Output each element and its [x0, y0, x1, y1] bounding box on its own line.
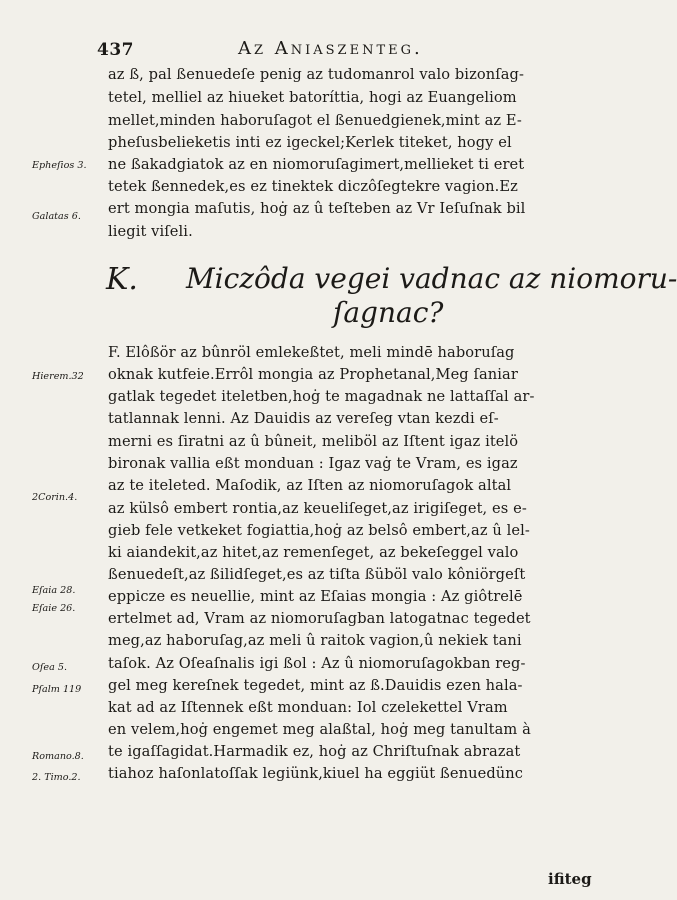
margin-reference: 2. Timo.2. [32, 772, 81, 783]
text-line: tatlannak lenni. Az Dauidis az vereſeg vtan kezdi eſ- [108, 410, 499, 427]
margin-reference: Oſea 5. [32, 662, 68, 673]
text-line: en velem,hoġ engemet meg alaßtal, hoġ meg tanultam à [108, 721, 531, 738]
text-line: oknak kutfeie.Errôl mongia az Prophetanal,Meg ſaniar [108, 366, 518, 383]
text-line: F. Elôßör az bûnröl emlekeßtet, meli mindē haboruſag [108, 344, 515, 361]
text-line: az külsô embert rontia,az keueliſeget,az irigiſeget, es e- [108, 500, 527, 517]
text-line: az ß, pal ßenuedeſe penig az tudomanrol valo bizonſag- [108, 66, 525, 83]
text-line: eppicze es neuellie, mint az Eſaias mongia : Az giôtrelē [108, 588, 523, 605]
page-number: 437 [97, 40, 134, 60]
margin-reference: 2Corin.4. [32, 492, 78, 503]
text-line: mellet,minden haboruſagot el ßenuedgienek,mint az E- [108, 112, 522, 129]
margin-reference: Eſaia 28. [32, 585, 76, 596]
text-line: az te iteleted. Maſodik, az Iſten az niomoruſagok altal [108, 477, 512, 494]
section-letter: K. [106, 262, 138, 297]
margin-reference: Eſaie 26. [32, 603, 76, 614]
text-line: tetel, melliel az hiueket batoríttia, hogi az Euangeliom [108, 89, 517, 106]
margin-reference: Pſalm 119 [32, 684, 82, 695]
text-line: gel meg kereſnek tegedet, mint az ß.Dauidis ezen hala- [108, 677, 523, 694]
catch-word: ifiteg [548, 870, 592, 888]
text-line: ßenuedeſt,az ßilidſeget,es az tiſta ßüböl valo kôniörgeſt [108, 566, 526, 583]
text-line: meg,az haboruſag,az meli û raitok vagion,û nekiek tani [108, 632, 522, 649]
margin-reference: Epheſios 3. [32, 160, 87, 171]
text-line: bironak vallia eßt monduan : Igaz vaġ te Vram, es igaz [108, 455, 518, 472]
text-line: gieb fele vetkeket fogiattia,hoġ az belsô embert,az û lel- [108, 522, 530, 539]
text-line: tiahoz haſonlatoſſak legiünk,kiuel ha eggiüt ßenuedünc [108, 765, 524, 782]
section-title-continued: ſagnac? [333, 296, 444, 329]
text-line: ne ßakadgiatok az en niomoruſagimert,mellieket ti eret [108, 156, 525, 173]
text-line: kat ad az Iſtennek eßt monduan: Iol czelekettel Vram [108, 699, 508, 716]
section-title: Miczôda vegei vadnac az niomoru- [186, 262, 677, 295]
text-line: pheſusbelieketis inti ez igeckel;Kerlek titeket, hogy el [108, 134, 512, 151]
text-line: liegit viſeli. [108, 223, 193, 240]
text-line: taſok. Az Oſeaſnalis igi ßol : Az û niomoruſagokban reg- [108, 655, 526, 672]
text-line: merni es ſiratni az û bûneit, meliböl az Iſtent igaz itelö [108, 433, 519, 450]
text-line: tetek ßennedek,es ez tinektek diczôſegtekre vagion.Ez [108, 178, 518, 195]
text-line: ert mongia maſutis, hoġ az û teſteben az Vr Ieſuſnak bil [108, 200, 526, 217]
text-line: ertelmet ad, Vram az niomoruſagban latogatnac tegedet [108, 610, 531, 627]
text-line: ki aiandekit,az hitet,az remenſeget, az bekeſeggel valo [108, 544, 519, 561]
margin-reference: Hierem.32 [32, 371, 84, 382]
text-line: gatlak tegedet iteletben,hoġ te magadnak ne lattaſſal ar- [108, 388, 535, 405]
running-head: Az Aniaszenteg. [238, 38, 423, 59]
margin-reference: Romano.8. [32, 751, 84, 762]
text-line: te igaſſagidat.Harmadik ez, hoġ az Chriſtuſnak abrazat [108, 743, 521, 760]
margin-reference: Galatas 6. [32, 211, 81, 222]
